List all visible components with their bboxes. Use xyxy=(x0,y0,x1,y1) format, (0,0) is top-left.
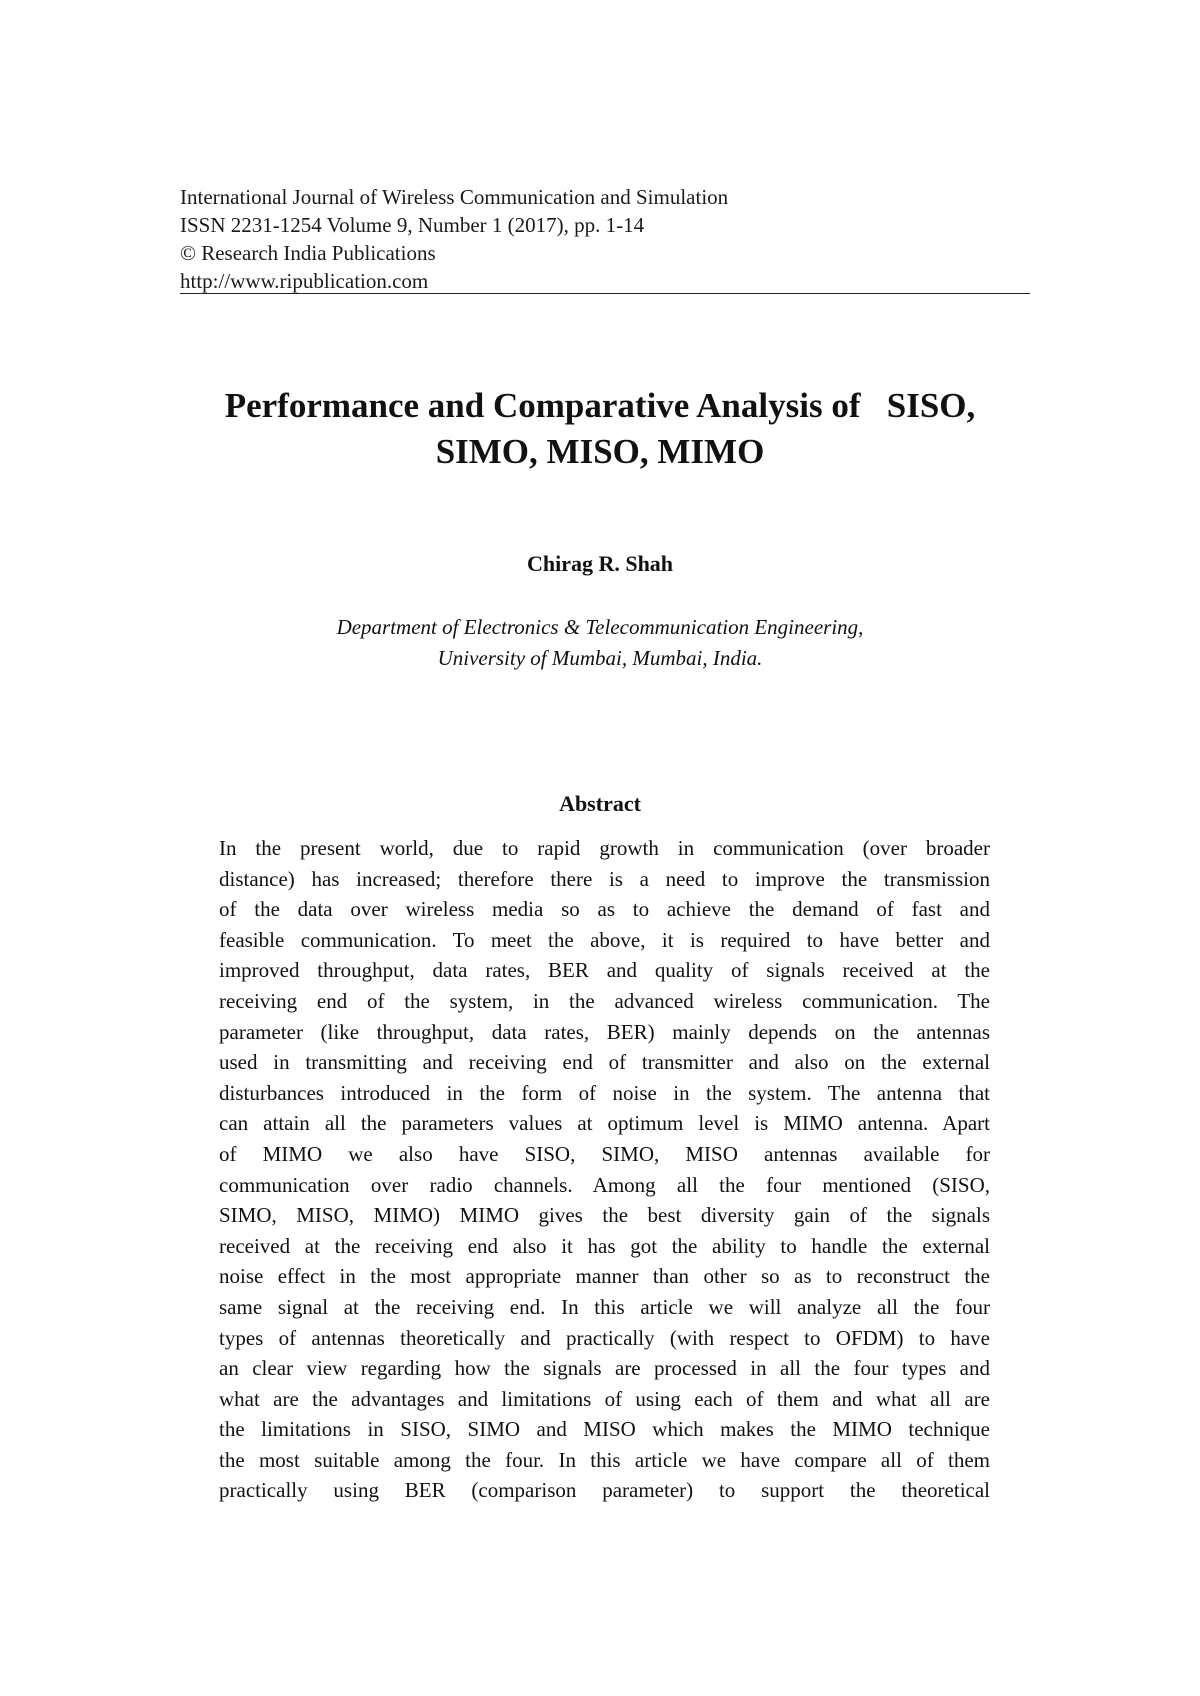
abstract-line: the limitations in SISO, SIMO and MISO which makes the MIMO technique xyxy=(219,1417,990,1442)
abstract-line: parameter (like throughput, data rates, BER) mainly depends on the antennas xyxy=(219,1019,990,1044)
journal-url: http://www.ripublication.com xyxy=(180,269,429,293)
abstract-line: distance) has increased; therefore there is a need to improve the transmission xyxy=(219,866,990,891)
abstract-line: what are the advantages and limitations of using each of them and what all are xyxy=(219,1386,990,1411)
publisher-line: © Research India Publications xyxy=(180,241,436,265)
abstract-line: In the present world, due to rapid growth in communication (over broader xyxy=(219,836,990,860)
abstract-line: the most suitable among the four. In this article we have compare all of them xyxy=(219,1447,990,1472)
abstract-line: disturbances introduced in the form of noise in the system. The antenna that xyxy=(219,1080,990,1105)
abstract-line: types of antennas theoretically and practically (with respect to OFDM) to have xyxy=(219,1325,990,1350)
author-affiliation xyxy=(200,612,1000,674)
abstract-body xyxy=(219,833,990,1506)
affiliation-line-1: Department of Electronics & Telecommunication Engineering, xyxy=(336,615,864,639)
abstract-line: used in transmitting and receiving end of transmitter and also on the external xyxy=(219,1050,990,1075)
journal-name: International Journal of Wireless Communication and Simulation xyxy=(180,185,729,209)
abstract-line: of MIMO we also have SISO, SIMO, MISO antennas available for xyxy=(219,1141,990,1166)
header-divider xyxy=(180,293,1030,294)
title-line-2: SIMO, MISO, MIMO xyxy=(435,432,765,471)
abstract-line: practically using BER (comparison parameter) to support the theoretical xyxy=(219,1478,990,1503)
abstract-line: an clear view regarding how the signals are processed in all the four types and xyxy=(219,1356,990,1381)
abstract-line: same signal at the receiving end. In this article we will analyze all the four xyxy=(219,1294,990,1319)
abstract-line: can attain all the parameters values at optimum level is MIMO antenna. Apart xyxy=(219,1111,990,1136)
abstract-heading: Abstract xyxy=(559,791,641,816)
abstract-line: SIMO, MISO, MIMO) MIMO gives the best diversity gain of the signals xyxy=(219,1203,990,1228)
author-name: Chirag R. Shah xyxy=(526,551,674,576)
journal-header xyxy=(180,183,1030,295)
title-line-1: Performance and Comparative Analysis of SISO, xyxy=(224,386,976,425)
abstract-line: of the data over wireless media so as to achieve the demand of fast and xyxy=(219,897,990,922)
issn-volume-info: ISSN 2231-1254 Volume 9, Number 1 (2017), pp. 1-14 xyxy=(180,213,645,237)
abstract-line: improved throughput, data rates, BER and quality of signals received at the xyxy=(219,958,990,983)
abstract-line: received at the receiving end also it has got the ability to handle the external xyxy=(219,1233,990,1258)
affiliation-line-2: University of Mumbai, Mumbai, India. xyxy=(437,646,763,670)
abstract-line: receiving end of the system, in the advanced wireless communication. The xyxy=(219,988,990,1013)
abstract-line: communication over radio channels. Among all the four mentioned (SISO, xyxy=(219,1172,990,1197)
abstract-line: noise effect in the most appropriate manner than other so as to reconstruct the xyxy=(219,1264,990,1289)
paper-title xyxy=(150,383,1050,475)
abstract-line: feasible communication. To meet the above, it is required to have better and xyxy=(219,927,990,952)
